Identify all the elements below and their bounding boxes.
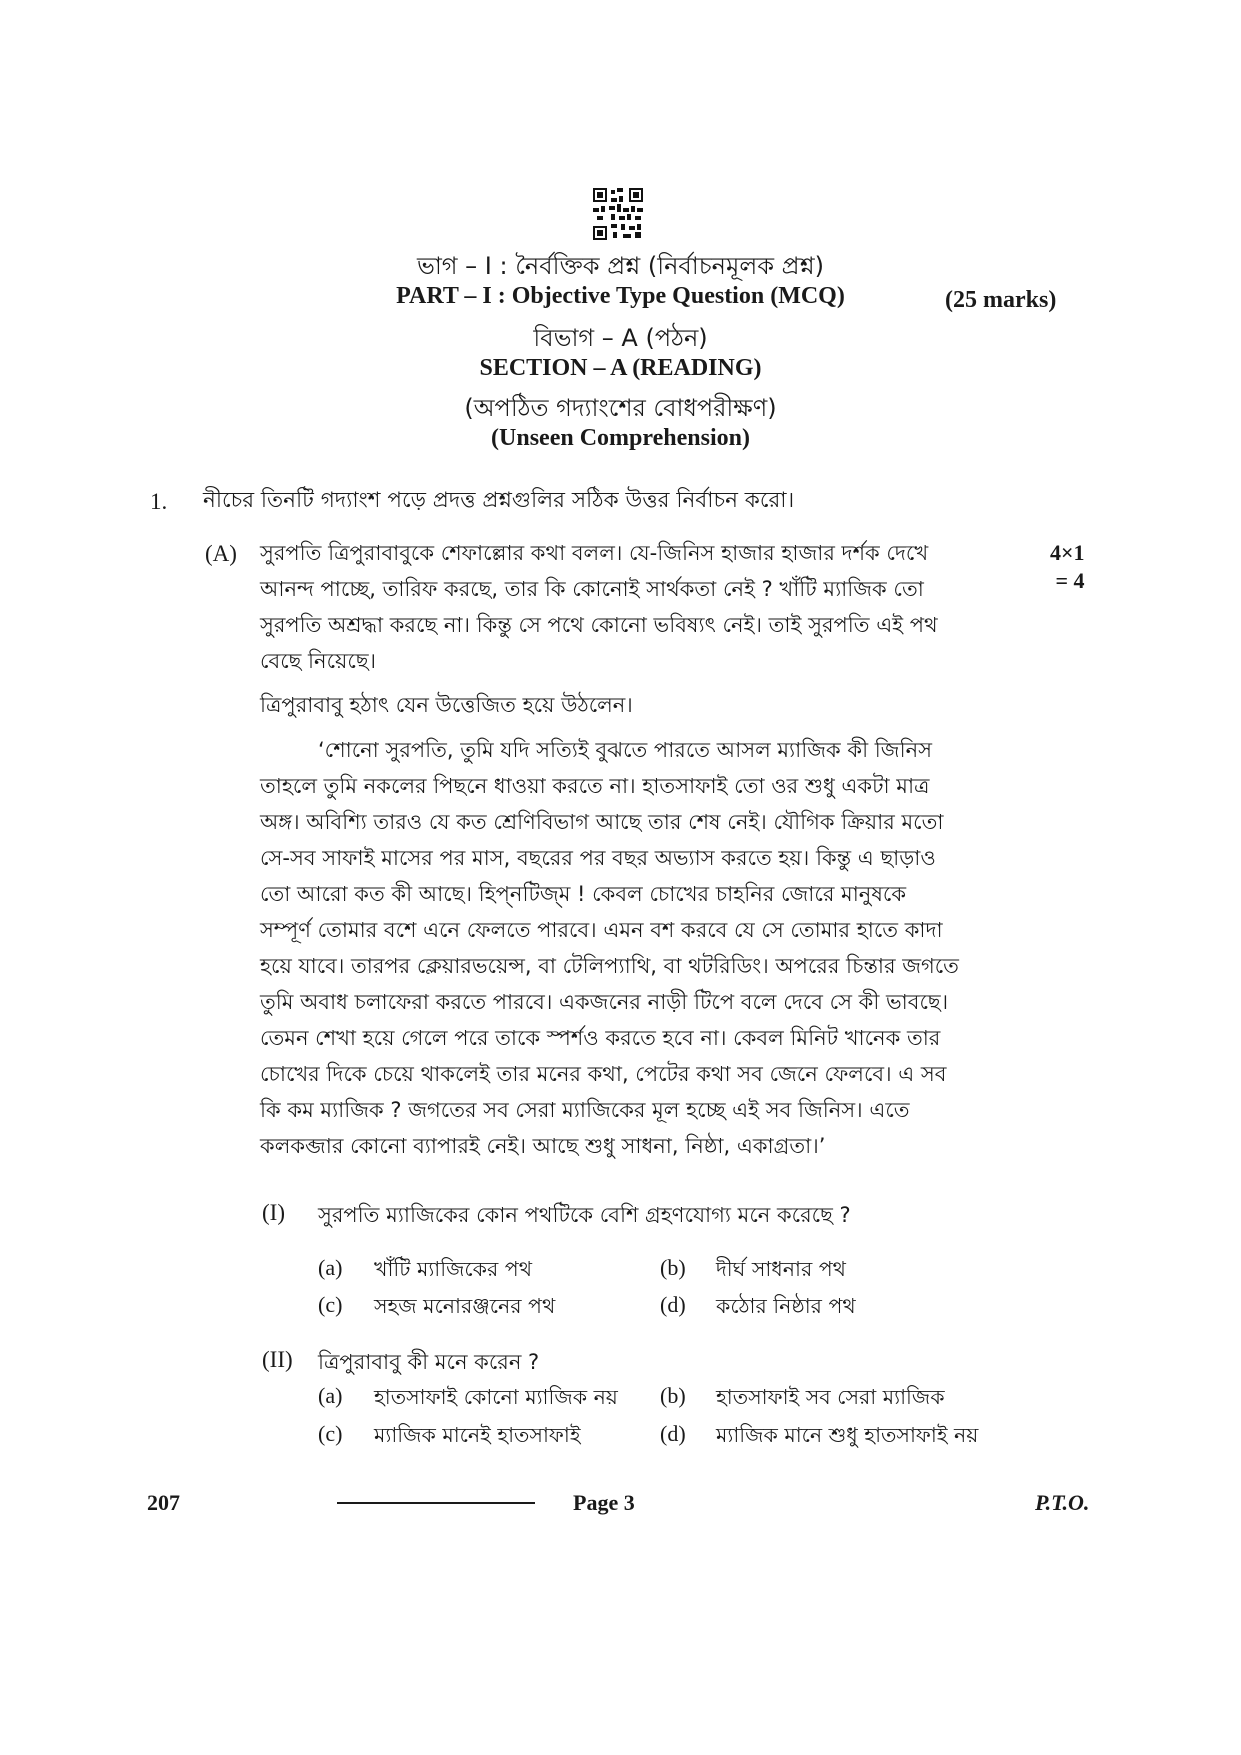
option-label: (c)	[318, 1421, 343, 1446]
option-text[interactable]: হাতসাফাই সব সেরা ম্যাজিক	[716, 1385, 945, 1409]
subquestion-text: ত্রিপুরাবাবু কী মনে করেন ?	[318, 1350, 540, 1374]
option-text[interactable]: ম্যাজিক মানে শুধু হাতসাফাই নয়	[716, 1423, 979, 1447]
option-text[interactable]: সহজ মনোরঞ্জনের পথ	[374, 1294, 556, 1318]
passage-label: (A)	[205, 541, 237, 566]
option-label: (b)	[660, 1383, 686, 1408]
page-number: Page 3	[573, 1490, 635, 1515]
passage-marks	[1050, 539, 1085, 595]
passage-line: ‘শোনো সুরপতি, তুমি যদি সত্যিই বুঝতে পারতে আসল ম্যাজিক কী জিনিস	[318, 738, 932, 762]
subquestion-text: সুরপতি ম্যাজিকের কোন পথটিকে বেশি গ্রহণযোগ্য মনে করেছে ?	[318, 1203, 851, 1227]
part-title-bengali: ভাগ – I : নৈর্বক্তিক প্রশ্ন (নির্বাচনমূলক প্রশ্ন)	[416, 252, 825, 280]
passage-line: তুমি অবাধ চলাফেরা করতে পারবে। একজনের নাড়ী টিপে বলে দেবে সে কী ভাবছে।	[260, 990, 949, 1014]
passage-line: কি কম ম্যাজিক ? জগতের সব সেরা ম্যাজিকের মূল হচ্ছে এই সব জিনিস। এতে	[260, 1098, 910, 1122]
part-title-english: PART – I : Objective Type Question (MCQ)	[396, 283, 845, 309]
option-text[interactable]: ম্যাজিক মানেই হাতসাফাই	[374, 1423, 581, 1447]
option-label: (d)	[660, 1421, 686, 1446]
option-text[interactable]: খাঁটি ম্যাজিকের পথ	[374, 1257, 532, 1281]
passage-line: চোখের দিকে চেয়ে থাকলেই তার মনের কথা, পেটের কথা সব জেনে ফেলবে। এ সব	[260, 1062, 947, 1086]
total-marks: (25 marks)	[945, 287, 1057, 313]
passage-line: সুরপতি অশ্রদ্ধা করছে না। কিন্তু সে পথে কোনো ভবিষ্যৎ নেই। তাই সুরপতি এই পথ	[260, 613, 938, 637]
option-label: (a)	[318, 1383, 343, 1408]
passage-line: কলকব্জার কোনো ব্যাপারই নেই। আছে শুধু সাধনা, নিষ্ঠা, একাগ্রতা।’	[260, 1134, 826, 1158]
question-instruction: নীচের তিনটি গদ্যাংশ পড়ে প্রদত্ত প্রশ্নগুলির সঠিক উত্তর নির্বাচন করো।	[203, 488, 795, 513]
subquestion-label: (II)	[262, 1347, 293, 1372]
subquestion-label: (I)	[262, 1200, 285, 1225]
section-title-english: SECTION – A (READING)	[479, 355, 762, 381]
passage-marks-formula: 4×1	[1050, 540, 1085, 565]
passage-line: সুরপতি ত্রিপুরাবাবুকে শেফাল্লোর কথা বলল। যে-জিনিস হাজার হাজার দর্শক দেখে	[260, 541, 929, 565]
passage-line: সে-সব সাফাই মাসের পর মাস, বছরের পর বছর অভ্যাস করতে হয়। কিন্তু এ ছাড়াও	[260, 846, 936, 870]
option-text[interactable]: দীর্ঘ সাধনার পথ	[716, 1257, 846, 1281]
passage-line: সম্পূর্ণ তোমার বশে এনে ফেলতে পারবে। এমন বশ করবে যে সে তোমার হাতে কাদা	[260, 918, 943, 942]
option-label: (a)	[318, 1255, 343, 1280]
option-text[interactable]: কঠোর নিষ্ঠার পথ	[716, 1294, 856, 1318]
section-title-bengali: বিভাগ – A (পঠন)	[533, 324, 708, 352]
option-label: (b)	[660, 1255, 686, 1280]
option-label: (d)	[660, 1292, 686, 1317]
passage-line: তাহলে তুমি নকলের পিছনে ধাওয়া করতে না। হাতসাফাই তো ওর শুধু একটা মাত্র	[260, 774, 930, 798]
passage-line: অঙ্গ। অবিশ্যি তারও যে কত শ্রেণিবিভাগ আছে তার শেষ নেই। যৌগিক ক্রিয়ার মতো	[260, 810, 944, 834]
qr-code-icon	[593, 188, 643, 240]
option-text[interactable]: হাতসাফাই কোনো ম্যাজিক নয়	[374, 1385, 618, 1409]
footer-divider	[337, 1502, 535, 1504]
subtitle-english: (Unseen Comprehension)	[491, 425, 750, 451]
paper-code: 207	[147, 1490, 180, 1515]
passage-marks-total: = 4	[1055, 568, 1085, 593]
please-turn-over: P.T.O.	[1035, 1490, 1090, 1515]
subtitle-bengali: (অপঠিত গদ্যাংশের বোধপরীক্ষণ)	[464, 394, 777, 422]
option-label: (c)	[318, 1292, 343, 1317]
passage-line: হয়ে যাবে। তারপর ক্লেয়ারভয়েন্স, বা টেলিপ্যাথি, বা থটরিডিং। অপরের চিন্তার জগতে	[260, 954, 959, 978]
question-number: 1.	[150, 489, 168, 514]
passage-line: আনন্দ পাচ্ছে, তারিফ করছে, তার কি কোনোই সার্থকতা নেই ? খাঁটি ম্যাজিক তো	[260, 577, 924, 601]
passage-line: তো আরো কত কী আছে। হিপ্‌নটিজ্‌ম ! কেবল চোখের চাহনির জোরে মানুষকে	[260, 882, 907, 906]
passage-line: বেছে নিয়েছে।	[260, 649, 377, 673]
passage-line: তেমন শেখা হয়ে গেলে পরে তাকে স্পর্শও করতে হবে না। কেবল মিনিট খানেক তার	[260, 1026, 941, 1050]
passage-line: ত্রিপুরাবাবু হঠাৎ যেন উত্তেজিত হয়ে উঠলেন।	[260, 693, 633, 717]
